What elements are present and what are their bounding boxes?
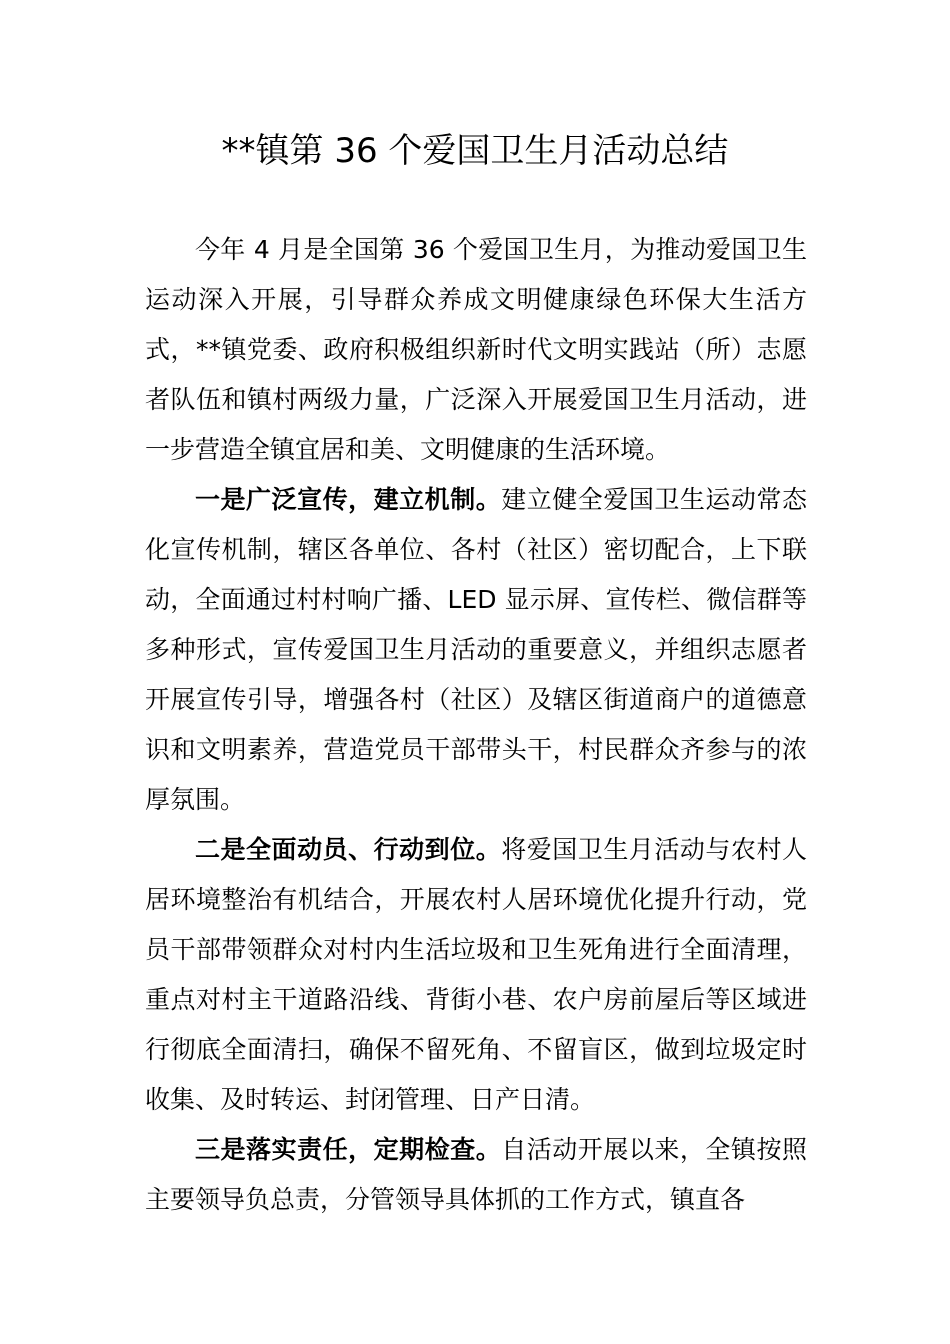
paragraph-responsibility bbox=[145, 1125, 807, 1225]
paragraph-text: 建立健全爱国卫生运动常态化宣传机制，辖区各单位、各村（社区）密切配合，上下联动，全面通过村村响广播、LED 显示屏、宣传栏、微信群等多种形式，宣传爱国卫生月活动的重要意义，并组织志愿者开展宣传引导，增强各村（社区）及辖区街道商户的道德意识和文明素养，营造党员干部带头干，村民群众齐参与的浓厚氛围。 bbox=[145, 485, 807, 814]
paragraph-text: 今年 4 月是全国第 36 个爱国卫生月，为推动爱国卫生运动深入开展，引导群众养成文明健康绿色环保大生活方式，**镇党委、政府积极组织新时代文明实践站（所）志愿者队伍和镇村两级力量，广泛深入开展爱国卫生月活动，进一步营造全镇宜居和美、文明健康的生活环境。 bbox=[145, 235, 807, 464]
paragraph-publicity bbox=[145, 475, 807, 825]
paragraph-lead: 三是落实责任，定期检查。 bbox=[195, 1135, 502, 1164]
paragraph-lead: 一是广泛宣传，建立机制。 bbox=[195, 485, 502, 514]
document-body bbox=[145, 225, 807, 1225]
paragraph-intro bbox=[145, 225, 807, 475]
document-title: **镇第 36 个爱国卫生月活动总结 bbox=[221, 131, 729, 171]
paragraph-text: 将爱国卫生月活动与农村人居环境整治有机结合，开展农村人居环境优化提升行动，党员干部带领群众对村内生活垃圾和卫生死角进行全面清理，重点对村主干道路沿线、背街小巷、农户房前屋后等区域进行彻底全面清扫，确保不留死角、不留盲区，做到垃圾定时收集、及时转运、封闭管理、日产日清。 bbox=[145, 835, 807, 1114]
paragraph-text: 自活动开展以来，全镇按照主要领导负总责，分管领导具体抓的工作方式，镇直各 bbox=[145, 1135, 807, 1214]
paragraph-lead: 二是全面动员、行动到位。 bbox=[195, 835, 502, 864]
paragraph-mobilization bbox=[145, 825, 807, 1125]
